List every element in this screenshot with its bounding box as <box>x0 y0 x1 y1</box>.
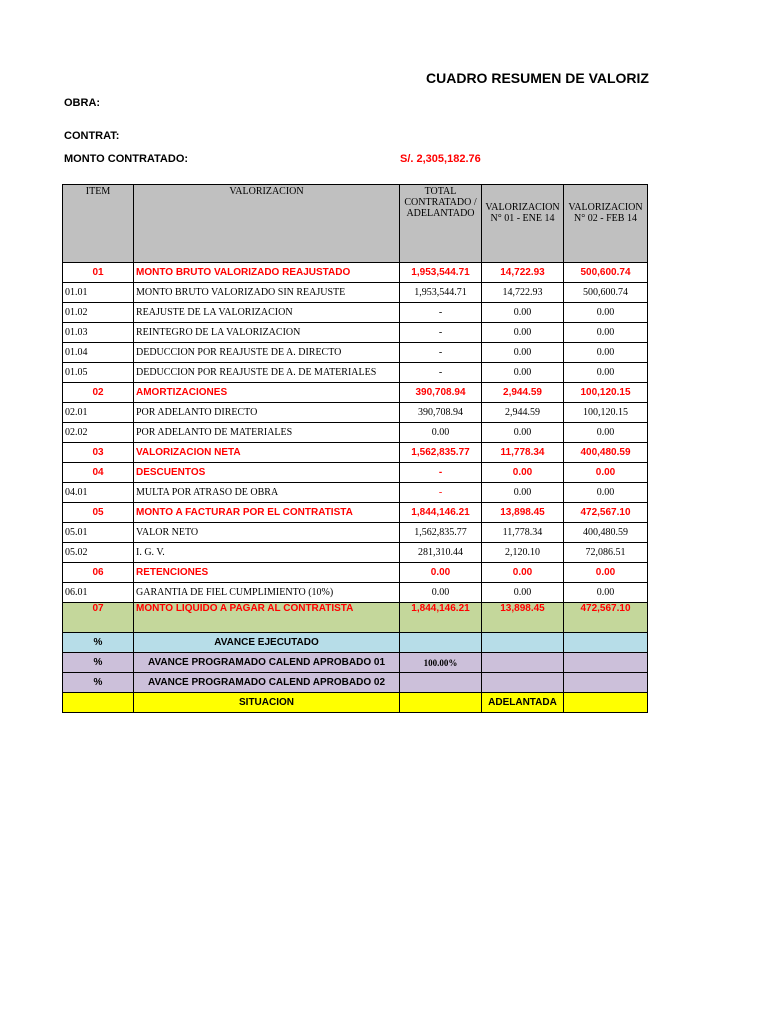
row-v2: 0.00 <box>564 423 648 443</box>
row-v2 <box>564 693 648 713</box>
avance-ejecutado-row <box>63 633 648 653</box>
row-v2: 0.00 <box>564 483 648 503</box>
row-desc: MULTA POR ATRASO DE OBRA <box>134 483 400 503</box>
row-v2: 0.00 <box>564 343 648 363</box>
table-row <box>63 323 648 343</box>
row-desc: AVANCE EJECUTADO <box>134 633 400 653</box>
row-total: 390,708.94 <box>400 383 482 403</box>
row-v2: 0.00 <box>564 463 648 483</box>
situacion-row <box>63 693 648 713</box>
row-v1: 2,944.59 <box>482 403 564 423</box>
row-v2 <box>564 633 648 653</box>
row-desc: POR ADELANTO DE MATERIALES <box>134 423 400 443</box>
row-v2: 100,120.15 <box>564 403 648 423</box>
row-total: 1,953,544.71 <box>400 263 482 283</box>
row-item: 01.01 <box>63 283 134 303</box>
row-item <box>63 693 134 713</box>
table-row <box>63 343 648 363</box>
row-v2: 100,120.15 <box>564 383 648 403</box>
row-v2: 0.00 <box>564 303 648 323</box>
table-row <box>63 463 648 483</box>
row-v1: 0.00 <box>482 343 564 363</box>
row-v1: 0.00 <box>482 303 564 323</box>
row-desc: SITUACION <box>134 693 400 713</box>
valorizacion-table <box>62 184 648 713</box>
row-total: 0.00 <box>400 583 482 603</box>
row-total <box>400 693 482 713</box>
table-row <box>63 363 648 383</box>
col-valorizacion-header: VALORIZACION <box>134 185 400 263</box>
row-desc: DEDUCCION POR REAJUSTE DE A. DE MATERIALES <box>134 363 400 383</box>
row-v1: 13,898.45 <box>482 503 564 523</box>
row-desc: VALOR NETO <box>134 523 400 543</box>
table-row <box>63 483 648 503</box>
col-v1-line1: VALORIZACION <box>485 202 560 213</box>
row-v1: 0.00 <box>482 483 564 503</box>
row-desc: MONTO LIQUIDO A PAGAR AL CONTRATISTA <box>134 603 400 633</box>
row-v2: 472,567.10 <box>564 503 648 523</box>
row-v1: 2,944.59 <box>482 383 564 403</box>
row-item: 01.05 <box>63 363 134 383</box>
row-desc: MONTO BRUTO VALORIZADO REAJUSTADO <box>134 263 400 283</box>
row-v1: 14,722.93 <box>482 263 564 283</box>
row-desc: AVANCE PROGRAMADO CALEND APROBADO 02 <box>134 673 400 693</box>
table-row <box>63 383 648 403</box>
row-item: 05.02 <box>63 543 134 563</box>
col-valorizacion-01-header <box>482 185 564 263</box>
row-desc: GARANTIA DE FIEL CUMPLIMIENTO (10%) <box>134 583 400 603</box>
row-desc: MONTO A FACTURAR POR EL CONTRATISTA <box>134 503 400 523</box>
col-valorizacion-02-header <box>564 185 648 263</box>
table-row <box>63 523 648 543</box>
row-desc: REINTEGRO DE LA VALORIZACION <box>134 323 400 343</box>
row-v2: 0.00 <box>564 563 648 583</box>
row-total: 1,844,146.21 <box>400 503 482 523</box>
row-desc: MONTO BRUTO VALORIZADO SIN REAJUSTE <box>134 283 400 303</box>
row-v1: 0.00 <box>482 323 564 343</box>
row-v1 <box>482 633 564 653</box>
row-desc: DESCUENTOS <box>134 463 400 483</box>
row-total: 1,844,146.21 <box>400 603 482 633</box>
row-item: 01 <box>63 263 134 283</box>
row-item: 04.01 <box>63 483 134 503</box>
col-total-line2: CONTRATADO / <box>404 197 477 208</box>
monto-contratado-value: S/. 2,305,182.76 <box>400 153 481 165</box>
row-v2 <box>564 673 648 693</box>
row-total <box>400 633 482 653</box>
row-total <box>400 673 482 693</box>
table-row <box>63 503 648 523</box>
table-row <box>63 403 648 423</box>
row-total: 100.00% <box>400 653 482 673</box>
row-item: 05 <box>63 503 134 523</box>
table-row <box>63 283 648 303</box>
row-total: - <box>400 303 482 323</box>
row-desc: RETENCIONES <box>134 563 400 583</box>
col-item-header: ITEM <box>63 185 134 263</box>
row-total: 390,708.94 <box>400 403 482 423</box>
row-total: 1,953,544.71 <box>400 283 482 303</box>
row-item: 02 <box>63 383 134 403</box>
table-row <box>63 563 648 583</box>
row-desc: AMORTIZACIONES <box>134 383 400 403</box>
row-total: - <box>400 323 482 343</box>
row-item: 02.02 <box>63 423 134 443</box>
row-v1: 13,898.45 <box>482 603 564 633</box>
table-row <box>63 583 648 603</box>
row-item: 01.03 <box>63 323 134 343</box>
row-item: 04 <box>63 463 134 483</box>
col-total-line3: ADELANTADO <box>406 208 475 219</box>
row-total: 0.00 <box>400 563 482 583</box>
row-v2: 500,600.74 <box>564 263 648 283</box>
row-item: 07 <box>63 603 134 633</box>
row-item: % <box>63 653 134 673</box>
row-v1: 0.00 <box>482 423 564 443</box>
row-v1 <box>482 673 564 693</box>
obra-label: OBRA: <box>64 97 101 109</box>
row-desc: POR ADELANTO DIRECTO <box>134 403 400 423</box>
contrat-label: CONTRAT: <box>64 130 120 142</box>
col-total-header <box>400 185 482 263</box>
avance-programado-01-row <box>63 653 648 673</box>
row-v1: 11,778.34 <box>482 443 564 463</box>
page-title: CUADRO RESUMEN DE VALORIZ <box>426 70 649 86</box>
row-v1: 14,722.93 <box>482 283 564 303</box>
row-v2: 0.00 <box>564 363 648 383</box>
row-item: 05.01 <box>63 523 134 543</box>
table-row <box>63 423 648 443</box>
row-desc: AVANCE PROGRAMADO CALEND APROBADO 01 <box>134 653 400 673</box>
row-total: - <box>400 343 482 363</box>
row-v1: 0.00 <box>482 563 564 583</box>
row-item: 06.01 <box>63 583 134 603</box>
row-desc: I. G. V. <box>134 543 400 563</box>
row-v1: 0.00 <box>482 363 564 383</box>
table-row <box>63 263 648 283</box>
situacion-status: ADELANTADA <box>482 693 564 713</box>
row-v2: 400,480.59 <box>564 523 648 543</box>
row-total: 1,562,835.77 <box>400 523 482 543</box>
table-row <box>63 543 648 563</box>
row-v2: 0.00 <box>564 323 648 343</box>
row-total: 281,310.44 <box>400 543 482 563</box>
row-item: 01.02 <box>63 303 134 323</box>
row-total: 0.00 <box>400 423 482 443</box>
row-item: 06 <box>63 563 134 583</box>
table-row <box>63 443 648 463</box>
row-desc: REAJUSTE DE LA VALORIZACION <box>134 303 400 323</box>
row-desc: VALORIZACION NETA <box>134 443 400 463</box>
row-v1: 0.00 <box>482 583 564 603</box>
row-v2: 72,086.51 <box>564 543 648 563</box>
row-total: - <box>400 483 482 503</box>
row-item: % <box>63 633 134 653</box>
row-v2 <box>564 653 648 673</box>
row-total: 1,562,835.77 <box>400 443 482 463</box>
col-v2-line1: VALORIZACION <box>568 202 643 213</box>
row-item: 03 <box>63 443 134 463</box>
col-v1-line2: N° 01 - ENE 14 <box>490 213 555 224</box>
row-v2: 472,567.10 <box>564 603 648 633</box>
table-row-total <box>63 603 648 633</box>
row-desc: DEDUCCION POR REAJUSTE DE A. DIRECTO <box>134 343 400 363</box>
row-item: 02.01 <box>63 403 134 423</box>
col-total-line1: TOTAL <box>424 186 457 197</box>
row-v2: 400,480.59 <box>564 443 648 463</box>
row-item: % <box>63 673 134 693</box>
row-v2: 500,600.74 <box>564 283 648 303</box>
row-v1: 0.00 <box>482 463 564 483</box>
monto-contratado-label: MONTO CONTRATADO: <box>64 153 189 165</box>
col-v2-line2: N° 02 - FEB 14 <box>574 213 637 224</box>
row-total: - <box>400 363 482 383</box>
row-item: 01.04 <box>63 343 134 363</box>
table-header-row <box>63 185 648 263</box>
row-v2: 0.00 <box>564 583 648 603</box>
table-row <box>63 303 648 323</box>
row-total: - <box>400 463 482 483</box>
row-v1: 2,120.10 <box>482 543 564 563</box>
row-v1 <box>482 653 564 673</box>
row-v1: 11,778.34 <box>482 523 564 543</box>
avance-programado-02-row <box>63 673 648 693</box>
